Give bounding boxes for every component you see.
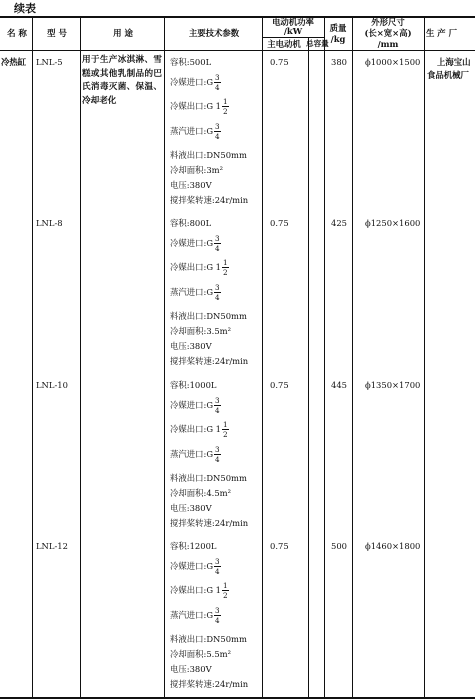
col-rule	[80, 16, 81, 698]
fraction: $\frac{3}{4}$	[215, 283, 220, 302]
header-name: 名 称	[7, 28, 27, 38]
coolant-outlet-line: 冷媒出口:G 1 $\frac{1}{2}$	[170, 420, 228, 439]
col-rule	[32, 16, 33, 698]
model-cell: LNL-12	[36, 541, 68, 551]
product-name: 冷热缸	[1, 57, 27, 67]
header-mass-unit: /kg	[330, 34, 346, 44]
maker-line-1: 上海宝山	[437, 57, 471, 67]
agitator-speed-line: 搅拌桨转速:24r/min	[170, 195, 249, 205]
cooling-area-line: 冷却面积:3m²	[170, 165, 223, 175]
capacity-line: 容积:500L	[170, 57, 212, 67]
cooling-area-line: 冷却面积:5.5m²	[170, 649, 231, 659]
voltage-line: 电压:380V	[170, 341, 212, 351]
dims-cell: ϕ1350×1700	[365, 380, 421, 390]
coolant-inlet-line: 冷媒进口:G $\frac{3}{4}$	[170, 557, 220, 576]
coolant-inlet-line: 冷媒进口:G $\frac{3}{4}$	[170, 73, 220, 92]
agitator-speed-line: 搅拌桨转速:24r/min	[170, 679, 249, 689]
dims-cell: ϕ1460×1800	[365, 541, 421, 551]
mass-cell: 425	[331, 218, 347, 228]
fraction: $\frac{1}{2}$	[223, 97, 228, 116]
model-cell: LNL-8	[36, 218, 63, 228]
steam-inlet-line: 蒸汽进口:G $\frac{3}{4}$	[170, 122, 220, 141]
header-dims-unit: /mm	[377, 39, 399, 49]
agitator-speed-line: 搅拌桨转速:24r/min	[170, 518, 249, 528]
steam-inlet-line: 蒸汽进口:G $\frac{3}{4}$	[170, 606, 220, 625]
coolant-inlet-line: 冷媒进口:G $\frac{3}{4}$	[170, 396, 220, 415]
header-params: 主要技术参数	[188, 28, 240, 38]
header-use: 用 途	[113, 28, 133, 38]
header-dims: 外形尺寸	[371, 17, 405, 27]
coolant-outlet-line: 冷媒出口:G 1 $\frac{1}{2}$	[170, 97, 228, 116]
capacity-line: 容积:800L	[170, 218, 212, 228]
power-cell: 0.75	[270, 380, 289, 390]
cooling-area-line: 冷却面积:3.5m²	[170, 326, 231, 336]
fraction: $\frac{1}{2}$	[223, 258, 228, 277]
voltage-line: 电压:380V	[170, 503, 212, 513]
voltage-line: 电压:380V	[170, 180, 212, 190]
col-rule	[262, 16, 263, 698]
continued-label: 续表	[14, 2, 36, 15]
col-rule	[324, 16, 325, 698]
header-maker: 生 产 厂	[426, 28, 457, 38]
model-cell: LNL-10	[36, 380, 68, 390]
liquid-outlet-line: 料液出口:DN50mm	[170, 311, 247, 321]
power-cell: 0.75	[270, 541, 289, 551]
fraction: $\frac{3}{4}$	[215, 396, 220, 415]
capacity-line: 容积:1000L	[170, 380, 217, 390]
fraction: $\frac{1}{2}$	[223, 420, 228, 439]
liquid-outlet-line: 料液出口:DN50mm	[170, 634, 247, 644]
voltage-line: 电压:380V	[170, 664, 212, 674]
model-cell: LNL-5	[36, 57, 63, 67]
header-power-unit: /kW	[283, 26, 303, 36]
fraction: $\frac{3}{4}$	[215, 234, 220, 253]
cooling-area-line: 冷却面积:4.5m²	[170, 488, 231, 498]
header-mass: 质量	[329, 23, 347, 33]
header-model: 型 号	[47, 28, 67, 38]
col-rule	[424, 16, 425, 698]
header-dims-format: (长×宽×高)	[364, 28, 412, 38]
capacity-line: 容积:1200L	[170, 541, 217, 551]
liquid-outlet-line: 料液出口:DN50mm	[170, 473, 247, 483]
header-power-main: 主电动机	[267, 39, 301, 49]
product-use: 用于生产冰淇淋、雪糕或其他乳制品的巴氏消毒灭菌、保温、冷却老化	[82, 55, 162, 106]
header-power: 电动机功率	[272, 17, 314, 27]
fraction: $\frac{3}{4}$	[215, 606, 220, 625]
dims-cell: ϕ1250×1600	[365, 218, 421, 228]
fraction: $\frac{1}{2}$	[223, 581, 228, 600]
maker-line-2: 食品机械厂	[427, 70, 469, 80]
header-sub-rule	[262, 37, 324, 38]
fraction: $\frac{3}{4}$	[215, 73, 220, 92]
power-cell: 0.75	[270, 57, 289, 67]
power-cell: 0.75	[270, 218, 289, 228]
fraction: $\frac{3}{4}$	[215, 557, 220, 576]
col-rule	[164, 16, 165, 698]
steam-inlet-line: 蒸汽进口:G $\frac{3}{4}$	[170, 445, 220, 464]
mass-cell: 445	[331, 380, 347, 390]
agitator-speed-line: 搅拌桨转速:24r/min	[170, 356, 249, 366]
mass-cell: 380	[331, 57, 347, 67]
header-power-total: 总容量	[306, 39, 329, 48]
steam-inlet-line: 蒸汽进口:G $\frac{3}{4}$	[170, 283, 220, 302]
header-bottom-rule	[0, 50, 475, 51]
mass-cell: 500	[331, 541, 347, 551]
coolant-outlet-line: 冷媒出口:G 1 $\frac{1}{2}$	[170, 581, 228, 600]
col-rule	[352, 16, 353, 698]
liquid-outlet-line: 料液出口:DN50mm	[170, 150, 247, 160]
fraction: $\frac{3}{4}$	[215, 445, 220, 464]
coolant-outlet-line: 冷媒出口:G 1 $\frac{1}{2}$	[170, 258, 228, 277]
coolant-inlet-line: 冷媒进口:G $\frac{3}{4}$	[170, 234, 220, 253]
dims-cell: ϕ1000×1500	[365, 57, 421, 67]
fraction: $\frac{3}{4}$	[215, 122, 220, 141]
table-bottom-rule	[0, 697, 475, 699]
col-rule	[308, 37, 309, 698]
